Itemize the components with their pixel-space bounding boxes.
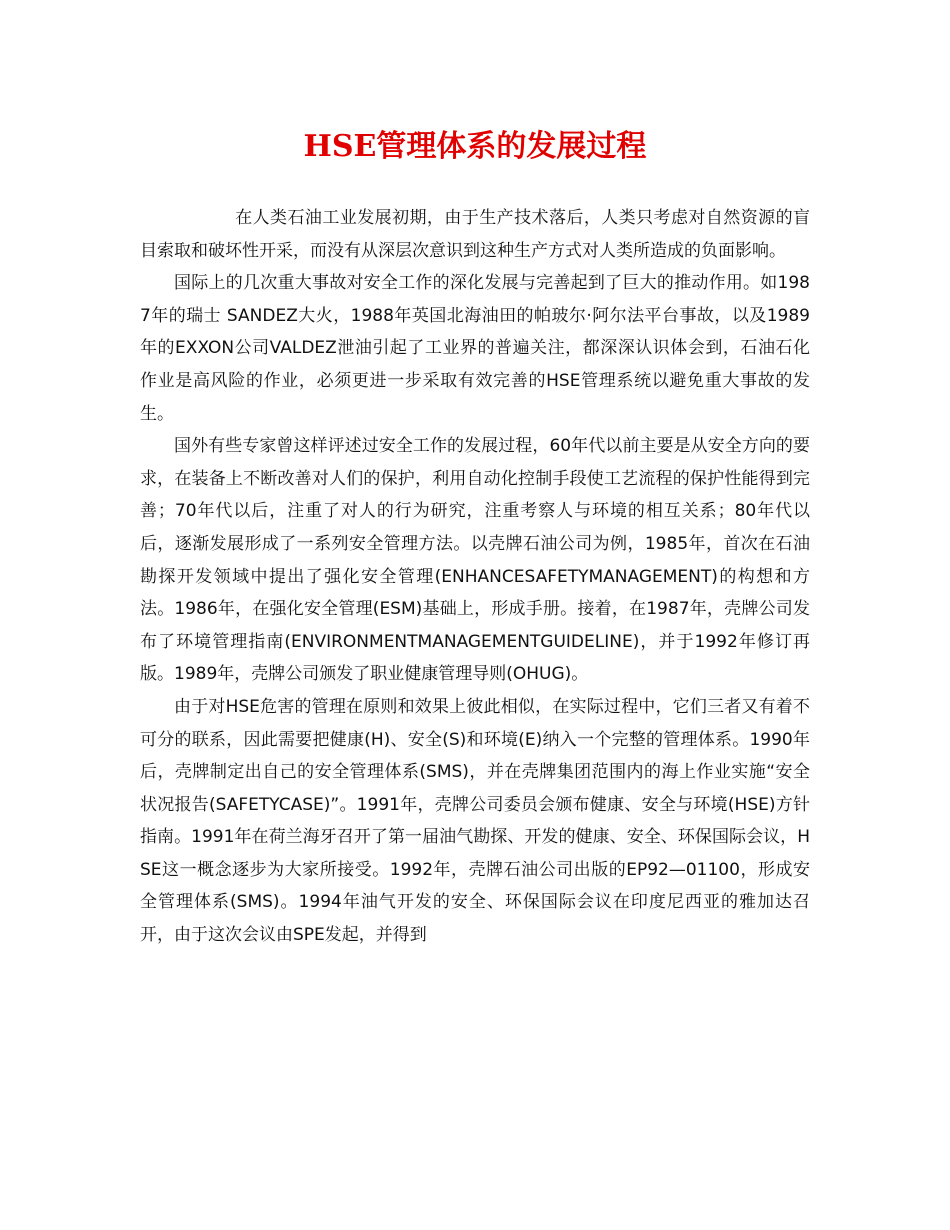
- document-body: [140, 202, 810, 952]
- paragraph-1: 在人类石油工业发展初期，由于生产技术落后，人类只考虑对自然资源的盲目索取和破坏性开采，而没有从深层次意识到这种生产方式对人类所造成的负面影响。: [140, 208, 810, 261]
- paragraph-2: 国际上的几次重大事故对安全工作的深化发展与完善起到了巨大的推动作用。如1987年的瑞士 SANDEZ大火，1988年英国北海油田的帕玻尔·阿尔法平台事故，以及1989年的EXXON公司VALDEZ泄油引起了工业界的普遍关注，都深深认识体会到，石油石化作业是高风险的作业，必须更进一步采取有效完善的HSE管理系统以避免重大事故的发生。: [140, 273, 810, 424]
- document-title: HSE管理体系的发展过程: [303, 129, 647, 164]
- paragraph-3: 国外有些专家曾这样评述过安全工作的发展过程，60年代以前主要是从安全方向的要求，在装备上不断改善对人们的保护，利用自动化控制手段使工艺流程的保护性能得到完善；70年代以后，注重了对人的行为研究，注重考察人与环境的相互关系；80年代以后，逐渐发展形成了一系列安全管理方法。以壳牌石油公司为例，1985年，首次在石油勘探开发领域中提出了强化安全管理(ENHANCESAFETYMANAGEMENT)的构想和方法。1986年，在强化安全管理(ESM)基础上，形成手册。接着，在1987年，壳牌公司发布了环境管理指南(ENVIRONMENTMANAGEMENTGUIDELINE)，并于1992年修订再版。1989年，壳牌公司颁发了职业健康管理导则(OHUG)。: [140, 436, 810, 685]
- paragraph-4: 由于对HSE危害的管理在原则和效果上彼此相似，在实际过程中，它们三者又有着不可分的联系，因此需要把健康(H)、安全(S)和环境(E)纳入一个完整的管理体系。1990年后，壳牌制定出自己的安全管理体系(SMS)，并在壳牌集团范围内的海上作业实施“安全状况报告(SAFETYCASE)”。1991年，壳牌公司委员会颁布健康、安全与环境(HSE)方针指南。1991年在荷兰海牙召开了第一届油气勘探、开发的健康、安全、环保国际会议，HSE这一概念逐步为大家所接受。1992年，壳牌石油公司出版的EP92—01100，形成安全管理体系(SMS)。1994年油气开发的安全、环保国际会议在印度尼西亚的雅加达召开，由于这次会议由SPE发起，并得到: [140, 696, 810, 946]
